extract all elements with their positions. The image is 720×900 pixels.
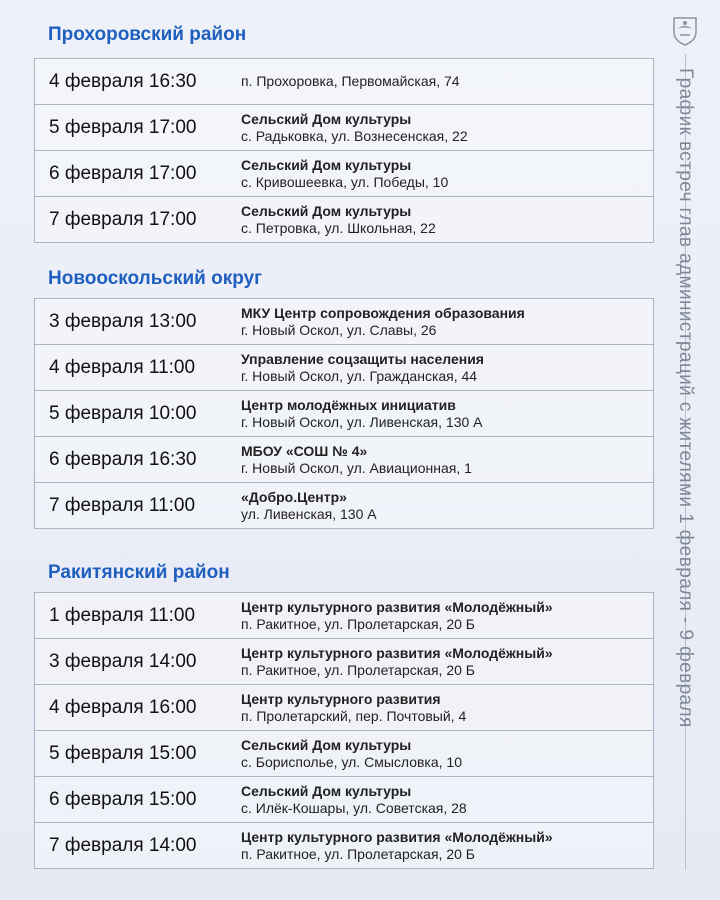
row-place: [241, 305, 525, 339]
side-title: График встреч глав администраций с жителями 1 февраля - 9 февраля: [675, 68, 696, 728]
row-address: с. Кривошеевка, ул. Победы, 10: [241, 173, 449, 190]
table-rakityansky: [34, 592, 654, 869]
table-row: [34, 777, 654, 823]
row-venue: Центр культурного развития «Молодёжный»: [241, 828, 553, 845]
row-place: [241, 599, 553, 633]
table-prokhorovsky: [34, 58, 654, 243]
row-date: 5 февраля 17:00: [49, 116, 197, 138]
table-row: [34, 105, 654, 151]
row-date: 7 февраля 14:00: [49, 834, 197, 856]
row-venue: Сельский Дом культуры: [241, 110, 412, 127]
row-place: [241, 351, 484, 385]
row-venue: Сельский Дом культуры: [241, 202, 412, 219]
row-venue: Сельский Дом культуры: [241, 782, 412, 799]
table-row: [34, 59, 654, 105]
row-venue: Управление соцзащиты населения: [241, 350, 484, 367]
table-row: [34, 685, 654, 731]
row-place: [241, 645, 553, 679]
row-date: 6 февраля 16:30: [49, 448, 197, 470]
row-date: 4 февраля 11:00: [49, 356, 196, 378]
row-venue: Центр культурного развития: [241, 690, 441, 707]
table-row: [34, 483, 654, 529]
row-place: [241, 489, 377, 523]
row-place: [241, 203, 436, 237]
row-address: п. Прохоровка, Первомайская, 74: [241, 73, 460, 89]
row-date: 4 февраля 16:00: [49, 696, 197, 718]
table-row: [34, 593, 654, 639]
row-address: п. Пролетарский, пер. Почтовый, 4: [241, 707, 467, 724]
table-row: [34, 437, 654, 483]
row-place: [241, 783, 467, 817]
row-address: п. Ракитное, ул. Пролетарская, 20 Б: [241, 661, 475, 678]
table-row: [34, 197, 654, 243]
table-novooskolsky: [34, 298, 654, 529]
row-venue: Центр культурного развития «Молодёжный»: [241, 598, 553, 615]
table-row: [34, 151, 654, 197]
row-venue: Сельский Дом культуры: [241, 156, 412, 173]
row-place: [241, 443, 472, 477]
row-date: 4 февраля 16:30: [49, 70, 197, 92]
row-address: с. Борисполье, ул. Смысловка, 10: [241, 753, 463, 770]
row-place: [241, 111, 468, 145]
table-row: [34, 731, 654, 777]
row-place: [241, 737, 462, 771]
row-place: [241, 829, 553, 863]
row-place: [241, 73, 460, 90]
table-row: [34, 299, 654, 345]
table-row: [34, 345, 654, 391]
row-address: с. Петровка, ул. Школьная, 22: [241, 219, 436, 236]
row-address: г. Новый Оскол, ул. Славы, 26: [241, 321, 437, 338]
row-venue: МБОУ «СОШ № 4»: [241, 442, 368, 459]
section-title-prokhorovsky: Прохоровский район: [48, 24, 247, 45]
row-address: г. Новый Оскол, ул. Авиационная, 1: [241, 459, 472, 476]
row-venue: Центр молодёжных инициатив: [241, 396, 456, 413]
row-venue: «Добро.Центр»: [241, 488, 347, 505]
row-address: ул. Ливенская, 130 А: [241, 505, 377, 522]
table-row: [34, 391, 654, 437]
row-address: с. Илёк-Кошары, ул. Советская, 28: [241, 799, 467, 816]
row-address: г. Новый Оскол, ул. Гражданская, 44: [241, 367, 478, 384]
row-venue: Центр культурного развития «Молодёжный»: [241, 644, 553, 661]
coat-of-arms-icon: [672, 16, 698, 46]
row-venue: МКУ Центр сопровождения образования: [241, 304, 525, 321]
row-date: 6 февраля 17:00: [49, 162, 197, 184]
row-venue: Сельский Дом культуры: [241, 736, 412, 753]
row-address: с. Радьковка, ул. Вознесенская, 22: [241, 127, 468, 144]
row-date: 1 февраля 11:00: [49, 604, 196, 626]
section-title-novooskolsky: Новооскольский округ: [48, 268, 263, 289]
row-address: п. Ракитное, ул. Пролетарская, 20 Б: [241, 615, 475, 632]
row-date: 3 февраля 14:00: [49, 650, 197, 672]
row-date: 5 февраля 15:00: [49, 742, 197, 764]
row-address: п. Ракитное, ул. Пролетарская, 20 Б: [241, 845, 475, 862]
row-date: 5 февраля 10:00: [49, 402, 197, 424]
row-place: [241, 691, 466, 725]
row-date: 7 февраля 11:00: [49, 494, 196, 516]
side-title-container: [672, 68, 698, 868]
row-date: 7 февраля 17:00: [49, 208, 197, 230]
row-place: [241, 157, 448, 191]
row-place: [241, 397, 483, 431]
row-date: 3 февраля 13:00: [49, 310, 197, 332]
row-address: г. Новый Оскол, ул. Ливенская, 130 А: [241, 413, 483, 430]
table-row: [34, 639, 654, 685]
table-row: [34, 823, 654, 869]
section-title-rakityansky: Ракитянский район: [48, 562, 230, 583]
row-date: 6 февраля 15:00: [49, 788, 197, 810]
